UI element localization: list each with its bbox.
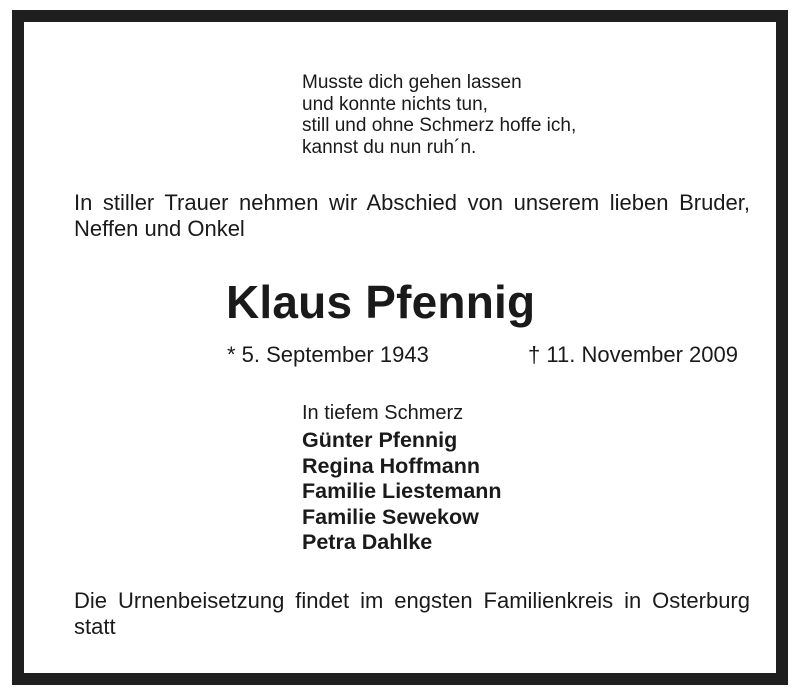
mourning-label: In tiefem Schmerz bbox=[302, 402, 464, 424]
poem-line: Musste dich gehen lassen bbox=[302, 72, 522, 93]
intro-text: In stiller Trauer nehmen wir Abschied von unserem lieben Bruder, Neffen und Onkel bbox=[74, 190, 750, 241]
birth-date: * 5. September 1943 bbox=[227, 342, 429, 367]
poem-line: kannst du nun ruh´n. bbox=[302, 136, 477, 158]
mourner-name: Petra Dahlke bbox=[302, 530, 433, 554]
mourner-name: Familie Sewekow bbox=[302, 504, 479, 529]
obituary-frame bbox=[12, 10, 788, 685]
mourners-list bbox=[302, 428, 502, 556]
poem bbox=[302, 72, 576, 158]
burial-notice: Die Urnenbeisetzung findet im engsten Familienkreis in Osterburg statt bbox=[74, 588, 750, 639]
death-date: † 11. November 2009 bbox=[528, 342, 738, 367]
mourner-name: Günter Pfennig bbox=[302, 428, 458, 452]
poem-line: still und ohne Schmerz hoffe ich, bbox=[302, 115, 577, 136]
mourner-name: Familie Liestemann bbox=[302, 479, 502, 503]
deceased-name: Klaus Pfennig bbox=[226, 276, 536, 328]
mourner-name: Regina Hoffmann bbox=[302, 453, 480, 478]
poem-line: und konnte nichts tun, bbox=[302, 93, 488, 115]
